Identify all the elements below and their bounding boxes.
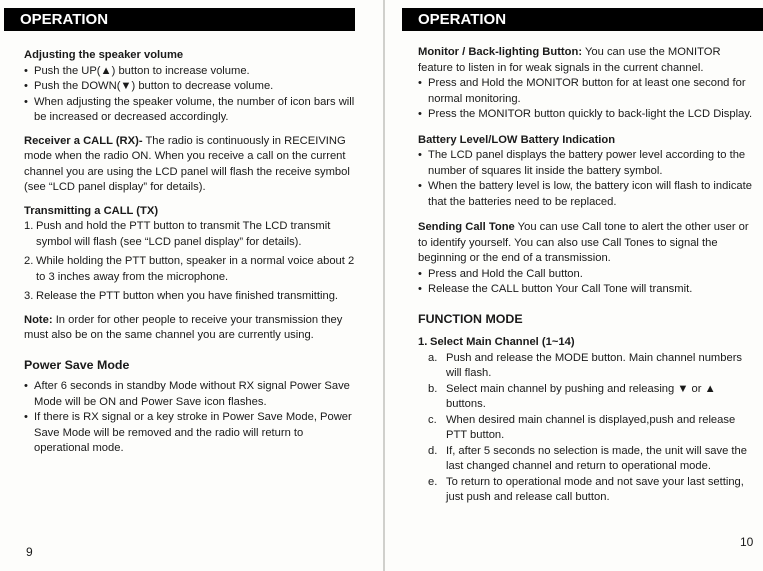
receiver-section — [24, 134, 359, 196]
speaker-volume-title: Adjusting the speaker volume — [24, 49, 184, 61]
transmit-step-3 — [24, 289, 359, 305]
step-letter: a. — [428, 351, 438, 364]
power-save-title: Power Save Mode — [24, 357, 130, 372]
transmit-step-2-text: While holding the PTT button, speaker in a normal voice about 2 to 3 inches away from the microphone. — [36, 255, 355, 283]
left-page-number: 9 — [26, 545, 33, 559]
function-step-e-text: To return to operational mode and not save your last setting, just push and release call button. — [446, 475, 744, 503]
receiver-paragraph — [24, 134, 359, 196]
step-letter: d. — [428, 444, 438, 457]
power-save-bullet-1: • After 6 seconds in standby Mode without RX signal Power Save Mode will be ON and Power Save icon flashes. — [24, 379, 359, 410]
left-page-header: OPERATION — [4, 8, 355, 31]
note-paragraph — [24, 313, 359, 344]
function-mode-section — [418, 312, 755, 506]
function-step-d-text: If, after 5 seconds no selection is made, the unit will save the last changed channel and return to operational mode. — [446, 444, 747, 472]
function-step-b — [418, 382, 755, 413]
step-letter: b. — [428, 382, 438, 395]
transmit-step-3-text: Release the PTT button when you have finished transmitting. — [36, 290, 339, 302]
note-label: Note: — [24, 313, 53, 326]
step-letter: e. — [428, 475, 438, 488]
battery-bullet-2: • When the battery level is low, the battery icon will flash to indicate that the batteries need to be replaced. — [418, 179, 755, 210]
function-step-a — [418, 351, 755, 382]
call-tone-bullet-2: • Release the CALL button Your Call Tone will transmit. — [418, 282, 755, 298]
speaker-bullet-down: • Push the DOWN(▼) button to decrease volume. — [24, 79, 359, 95]
monitor-section — [418, 45, 755, 123]
battery-title: Battery Level/LOW Battery Indication — [418, 133, 616, 146]
monitor-bullet-2: • Press the MONITOR button quickly to back-light the LCD Display. — [418, 107, 755, 123]
monitor-title: Monitor / Back-lighting Button: — [418, 46, 583, 58]
power-save-section — [24, 358, 359, 457]
speaker-bullet-up: • Push the UP(▲) button to increase volume. — [24, 64, 359, 80]
monitor-bullet-1: • Press and Hold the MONITOR button for at least one second for normal monitoring. — [418, 76, 755, 107]
step-number: 1. — [418, 336, 428, 348]
note-section — [24, 313, 359, 344]
step-number: 1. — [24, 220, 34, 232]
function-step-b-text: Select main channel by pushing and releasing ▼ or ▲ buttons. — [446, 382, 716, 410]
monitor-text: You can use the MONITOR feature to listen in for weak signals in the current channel. — [418, 46, 721, 74]
battery-section — [418, 133, 755, 211]
note-text: In order for other people to receive your transmission they must also be on the same channel you are currently using. — [24, 313, 343, 341]
page-divider — [383, 0, 385, 571]
function-item-1 — [418, 335, 755, 351]
call-tone-paragraph — [418, 220, 755, 267]
function-step-a-text: Push and release the MODE button. Main channel numbers will flash. — [446, 351, 743, 379]
step-number: 3. — [24, 290, 34, 302]
call-tone-section — [418, 220, 755, 298]
transmit-title: Transmitting a CALL (TX) — [24, 204, 159, 217]
battery-bullet-1: • The LCD panel displays the battery power level according to the number of squares lit inside the battery symbol. — [418, 148, 755, 179]
speaker-bullet-bars: • When adjusting the speaker volume, the number of icon bars will be increased or decreased accordingly. — [24, 95, 359, 126]
function-step-c — [418, 413, 755, 444]
call-tone-title: Sending Call Tone — [418, 221, 515, 233]
transmit-section — [24, 204, 359, 305]
call-tone-text: You can use Call tone to alert the other user or to identify yourself. You can also use Call Tones to signal the beginning or the end of a transmission. — [418, 221, 749, 264]
power-save-bullet-2: • If there is RX signal or a key stroke in Power Save Mode, Power Save Mode will be removed and the radio will return to operational mode. — [24, 410, 359, 457]
receiver-text: The radio is continuously in RECEIVING mode when the radio ON. When you receive a call on the current channel you are using the LCD panel will flash the receive symbol (see “LCD panel display” for details). — [24, 134, 350, 193]
transmit-step-2 — [24, 254, 359, 285]
function-step-c-text: When desired main channel is displayed,push and release PTT button. — [446, 413, 736, 441]
step-number: 2. — [24, 255, 34, 267]
function-step-d — [418, 444, 755, 475]
receiver-title: Receiver a CALL (RX)- — [24, 134, 143, 147]
function-step-e — [418, 475, 755, 506]
monitor-paragraph — [418, 45, 755, 76]
function-mode-title: FUNCTION MODE — [418, 311, 523, 326]
right-page — [387, 0, 763, 571]
right-page-number: 10 — [740, 535, 754, 549]
transmit-step-1-text: Push and hold the PTT button to transmit The LCD transmit symbol will flash (see “LCD panel display” for details). — [36, 220, 331, 248]
right-page-content — [418, 45, 755, 514]
right-page-header: OPERATION — [402, 8, 763, 31]
speaker-volume-section — [24, 48, 359, 126]
function-item-1-title: Select Main Channel (1~14) — [430, 336, 575, 348]
left-page-content — [24, 48, 359, 465]
transmit-step-1 — [24, 219, 359, 250]
call-tone-bullet-1: • Press and Hold the Call button. — [418, 267, 755, 283]
step-letter: c. — [428, 413, 437, 426]
